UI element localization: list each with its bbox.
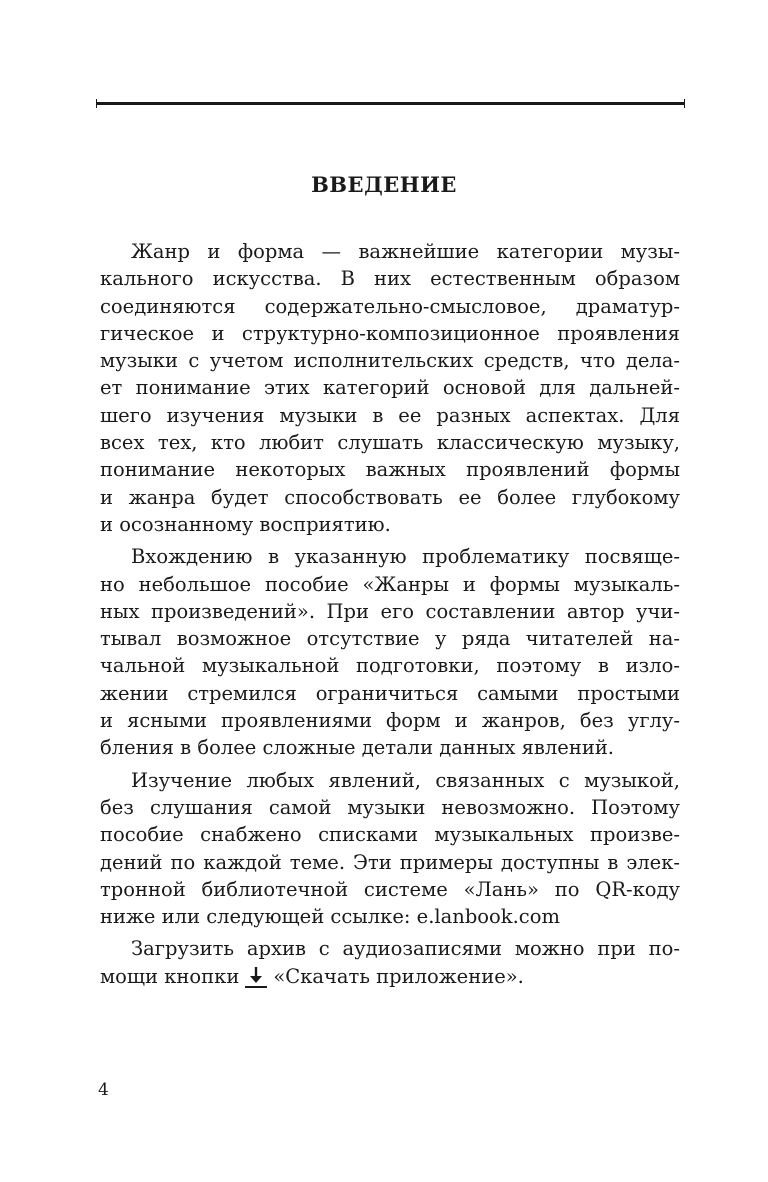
- page-number: 4: [98, 1080, 109, 1100]
- text-line: гическое и структурно-композиционное проявления: [100, 321, 680, 345]
- text-line: Изучение любых явлений, связанных с музыкой,: [131, 768, 680, 792]
- text-line: музыки с учетом исполнительских средств, что дела-: [100, 349, 680, 373]
- text-line: всех тех, кто любит слушать классическую музыку,: [100, 431, 680, 455]
- text-fragment: «Скачать приложение».: [273, 964, 524, 988]
- text-line: чальной музыкальной подготовки, поэтому в изло-: [100, 654, 680, 678]
- text-line: [100, 963, 680, 990]
- text-fragment: мощи кнопки: [100, 964, 240, 988]
- text-line: и ясными проявлениями форм и жанров, без углу-: [100, 709, 680, 733]
- text-line: тывал возможное отсутствие у ряда читателей на-: [100, 627, 680, 651]
- text-line: соединяются содержательно-смысловое, драматур-: [100, 294, 680, 318]
- paragraph-1: [100, 238, 680, 538]
- text-line: но небольшое пособие «Жанры и формы музыкаль-: [100, 572, 680, 596]
- top-rule: [96, 102, 685, 105]
- text-line: кального искусства. В них естественным образом: [100, 267, 680, 291]
- paragraph-4: [100, 935, 680, 990]
- text-line: жении стремился ограничиться самыми простыми: [100, 681, 680, 705]
- text-line: и жанра будет способствовать ее более глубокому: [100, 485, 680, 509]
- text-line: Загрузить архив с аудиозаписями можно при по-: [131, 937, 680, 961]
- text-line: понимание некоторых важных проявлений формы: [100, 458, 680, 482]
- page-title: ВВЕДЕНИЕ: [311, 172, 457, 197]
- text-line: Жанр и форма — важнейшие категории музы-: [131, 240, 680, 263]
- paragraph-2: [100, 543, 680, 761]
- paragraph-3: [100, 767, 680, 931]
- text-line: без слушания самой музыки невозможно. Поэтому: [100, 795, 680, 819]
- text-line: дений по каждой теме. Эти примеры доступны в элек-: [100, 850, 680, 874]
- text-line: бления в более сложные детали данных явлений.: [100, 736, 615, 760]
- text-line: тронной библиотечной системе «Лань» по QR-коду: [100, 877, 680, 901]
- text-line: ет понимание этих категорий основой для дальней-: [100, 376, 680, 400]
- download-arrow-icon: [243, 965, 269, 989]
- text-line: шего изучения музыки в ее разных аспектах. Для: [100, 403, 680, 427]
- text-line: и осознанному восприятию.: [100, 512, 391, 536]
- body-text: [100, 238, 680, 995]
- text-line: пособие снабжено списками музыкальных произве-: [100, 823, 680, 847]
- text-line: ных произведений». При его составлении автор учи-: [100, 599, 680, 623]
- text-line: Вхождению в указанную проблематику посвяще-: [131, 545, 680, 569]
- text-line: ниже или следующей ссылке: e.lanbook.com: [100, 905, 560, 929]
